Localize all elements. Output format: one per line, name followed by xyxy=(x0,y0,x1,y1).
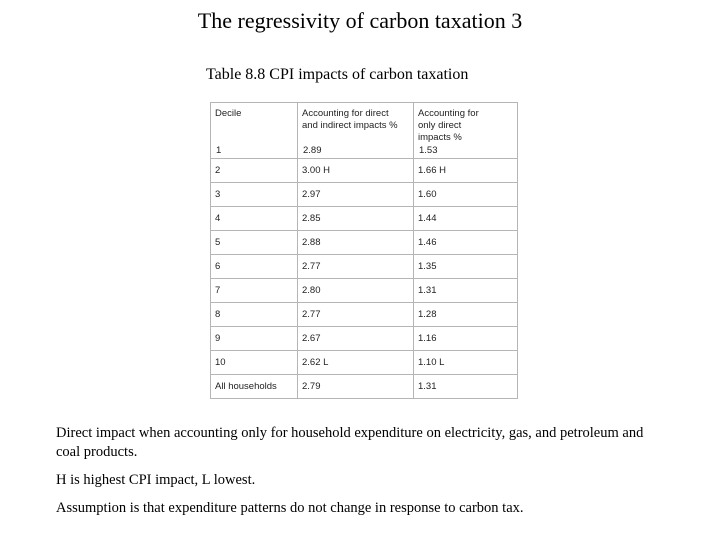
table-row xyxy=(211,327,518,351)
table-cell-direct-only: 1.53 xyxy=(419,145,438,156)
table-cell-decile: 4 xyxy=(211,207,298,231)
table-row xyxy=(211,255,518,279)
table-cell-direct-only: 1.60 xyxy=(414,183,518,207)
table-cell-direct-indirect: 2.77 xyxy=(298,255,414,279)
table-cell-direct-indirect: 2.89 xyxy=(303,145,322,156)
table-cell-direct-only: 1.31 xyxy=(414,375,518,399)
table-cell-direct-indirect: 2.67 xyxy=(298,327,414,351)
table-cell-direct-indirect: 2.79 xyxy=(298,375,414,399)
header-decile-cell xyxy=(211,103,298,159)
table-cell-decile: 6 xyxy=(211,255,298,279)
table-cell-decile: 1 xyxy=(216,145,222,156)
table-cell-direct-only: 1.66 H xyxy=(414,159,518,183)
table-row xyxy=(211,231,518,255)
table-row xyxy=(211,375,518,399)
header-direct-indirect: Accounting for direct and indirect impacts % xyxy=(302,108,398,131)
table-cell-decile: 7 xyxy=(211,279,298,303)
table-caption: Table 8.8 CPI impacts of carbon taxation xyxy=(206,66,469,83)
table-cell-decile: 3 xyxy=(211,183,298,207)
table-row xyxy=(211,183,518,207)
footnote-direct-impact: Direct impact when accounting only for household expenditure on electricity, gas, and petroleum and coal products. xyxy=(56,425,644,460)
table-row xyxy=(211,279,518,303)
table-cell-decile: 9 xyxy=(211,327,298,351)
table-cell-direct-indirect: 2.85 xyxy=(298,207,414,231)
footnote-high-low: H is highest CPI impact, L lowest. xyxy=(56,472,256,488)
table-row xyxy=(211,159,518,183)
table-cell-direct-only: 1.31 xyxy=(414,279,518,303)
footnote-assumption: Assumption is that expenditure patterns do not change in response to carbon tax. xyxy=(56,500,524,516)
table-cell-decile: 8 xyxy=(211,303,298,327)
header-decile: Decile xyxy=(215,108,242,119)
table-cell-direct-indirect: 3.00 H xyxy=(298,159,414,183)
table-row xyxy=(211,303,518,327)
header-direct-only-cell xyxy=(414,103,518,159)
table-cell-direct-indirect: 2.88 xyxy=(298,231,414,255)
slide-title: The regressivity of carbon taxation 3 xyxy=(197,8,523,33)
table-row xyxy=(211,207,518,231)
table-cell-direct-only: 1.46 xyxy=(414,231,518,255)
table-cell-decile: 10 xyxy=(211,351,298,375)
table-cell-direct-indirect: 2.97 xyxy=(298,183,414,207)
table-cell-direct-only: 1.44 xyxy=(414,207,518,231)
table-cell-direct-only: 1.28 xyxy=(414,303,518,327)
table-cell-direct-indirect: 2.62 L xyxy=(298,351,414,375)
cpi-impacts-table xyxy=(210,102,518,399)
table-cell-direct-only: 1.16 xyxy=(414,327,518,351)
header-direct-indirect-cell xyxy=(298,103,414,159)
table-cell-decile: 2 xyxy=(211,159,298,183)
header-direct-only: Accounting for only direct impacts % xyxy=(418,108,479,143)
table-cell-direct-indirect: 2.80 xyxy=(298,279,414,303)
footnotes xyxy=(56,424,656,527)
table-row xyxy=(211,351,518,375)
table-cell-direct-only: 1.35 xyxy=(414,255,518,279)
table-header-row xyxy=(211,103,518,159)
table-cell-direct-indirect: 2.77 xyxy=(298,303,414,327)
table-cell-decile: All households xyxy=(211,375,298,399)
table-cell-decile: 5 xyxy=(211,231,298,255)
table-cell-direct-only: 1.10 L xyxy=(414,351,518,375)
